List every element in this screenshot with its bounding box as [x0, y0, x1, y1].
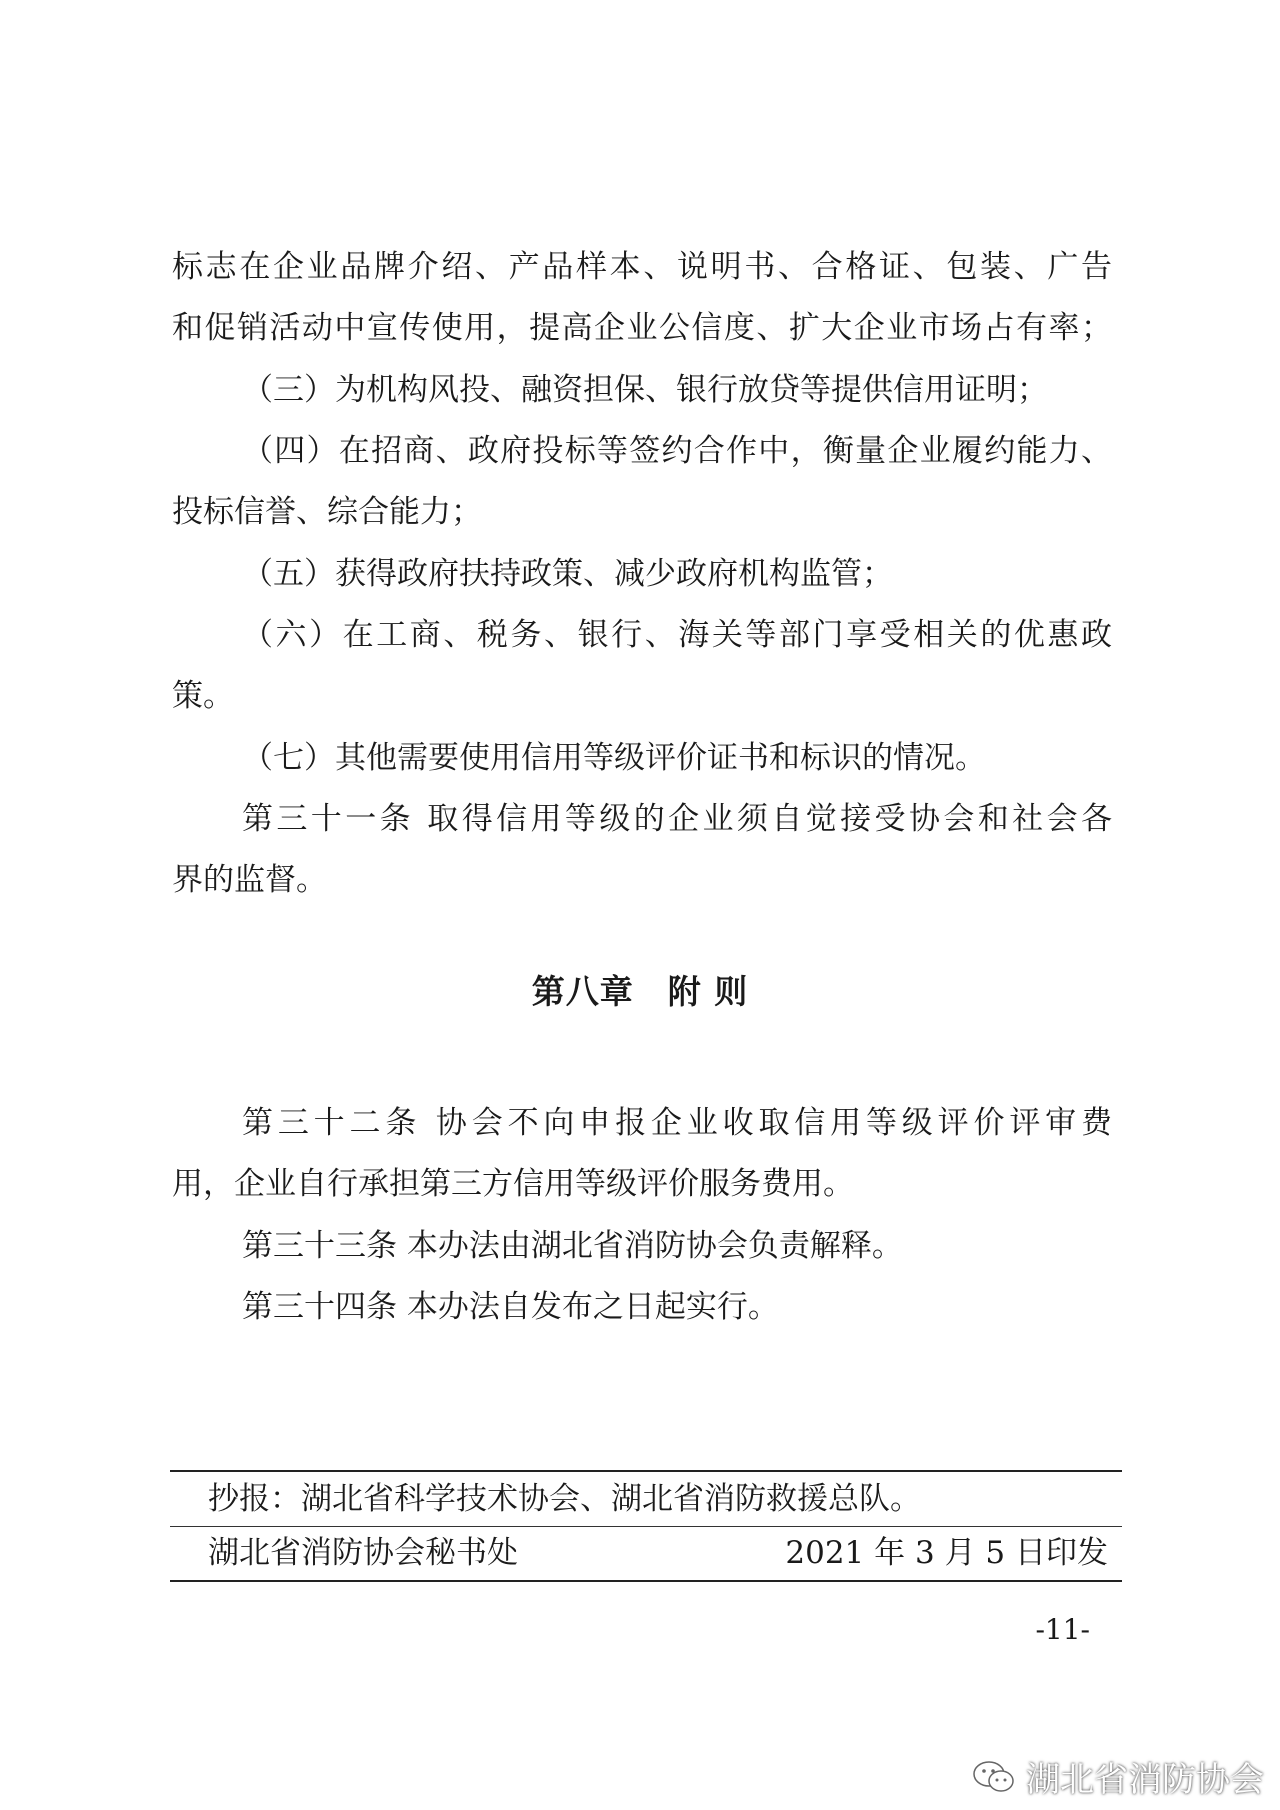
- body-line: 界的监督。: [172, 862, 327, 898]
- body-line: （五）获得政府扶持政策、减少政府机构监管；: [242, 556, 893, 592]
- issuer: 湖北省消防协会秘书处: [208, 1535, 518, 1571]
- footer-middle-rule: [170, 1526, 1122, 1527]
- watermark: [972, 1752, 1264, 1801]
- body-line: （四）在招商、政府投标等签约合作中，衡量企业履约能力、: [242, 433, 1112, 469]
- article-line: 第三十二条 协会不向申报企业收取信用等级评价评审费: [242, 1105, 1112, 1141]
- body-line: 和促销活动中宣传使用，提高企业公信度、扩大企业市场占有率；: [172, 310, 1112, 346]
- body-line: （六）在工商、税务、银行、海关等部门享受相关的优惠政: [242, 617, 1112, 653]
- wechat-icon: [972, 1759, 1016, 1795]
- chapter-title: 第八章 附 则: [531, 972, 749, 1011]
- article-line: 用，企业自行承担第三方信用等级评价服务费用。: [172, 1166, 854, 1202]
- body-line: （七）其他需要使用信用等级评价证书和标识的情况。: [242, 740, 986, 776]
- body-line: 投标信誉、综合能力；: [172, 494, 482, 530]
- body-line: 标志在企业品牌介绍、产品样本、说明书、合格证、包装、广告: [172, 249, 1112, 285]
- page-number: -11-: [1035, 1613, 1090, 1646]
- body-line: 策。: [172, 678, 234, 714]
- body-line: （三）为机构风投、融资担保、银行放贷等提供信用证明；: [242, 372, 1048, 408]
- footer-top-rule: [170, 1470, 1122, 1472]
- watermark-text: 湖北省消防协会: [1026, 1760, 1264, 1800]
- article-line: 第三十三条 本办法由湖北省消防协会负责解释。: [242, 1228, 903, 1264]
- cc-line: 抄报：湖北省科学技术协会、湖北省消防救援总队。: [208, 1481, 921, 1517]
- footer-bottom-rule: [170, 1580, 1122, 1582]
- body-line: 第三十一条 取得信用等级的企业须自觉接受协会和社会各: [242, 801, 1112, 837]
- article-line: 第三十四条 本办法自发布之日起实行。: [242, 1289, 779, 1325]
- issue-date: 2021 年 3 月 5 日印发: [785, 1535, 1108, 1571]
